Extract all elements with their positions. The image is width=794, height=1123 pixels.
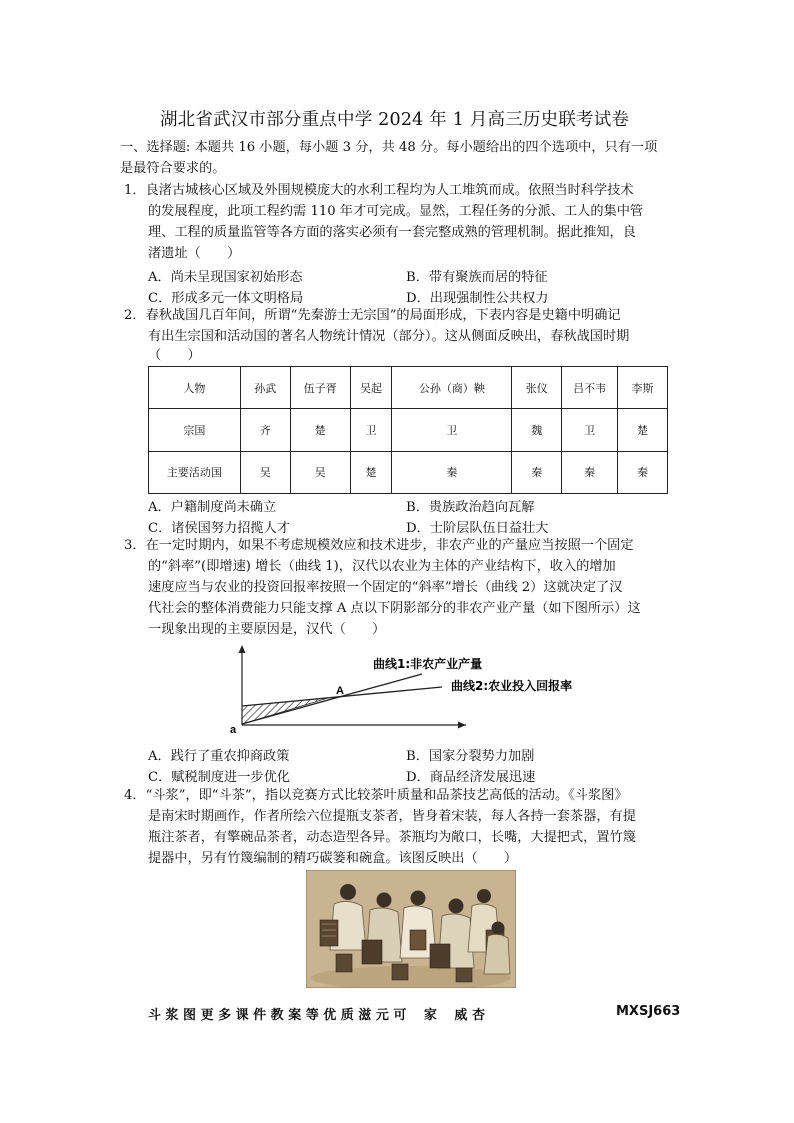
table-header-cell: 公孙（商）鞅 — [392, 367, 512, 409]
q2-option-c: C．诸侯国努力招揽人才 — [148, 521, 290, 536]
table-header-cell: 伍子胥 — [290, 367, 350, 409]
table-header-cell: 吕不韦 — [562, 367, 618, 409]
table-header-cell: 孙武 — [240, 367, 290, 409]
curve-1-label: 曲线1:非农产业产量 — [373, 657, 483, 671]
table-cell: 秦 — [512, 451, 562, 493]
q3-stem-line-4: 代社会的整体消费能力只能支撑 A 点以下阴影部分的非农产业产量（如下图所示）这 — [148, 601, 641, 616]
footer-caption: 斗 浆 图 更 多 课 件 教 案 等 优 质 滋 元 可 家 威 杏 — [148, 1008, 485, 1023]
q1-option-c: C．形成多元一体文明格局 — [148, 291, 304, 306]
q3-stem-line-5: 一现象出现的主要原因是，汉代（ ） — [148, 622, 386, 637]
table-cell: 卫 — [350, 409, 392, 451]
table-cell: 楚 — [618, 409, 668, 451]
q2-stem-line-2: 有出生宗国和活动国的著名人物统计情况（部分）。这从侧面反映出，春秋战国时期 — [148, 329, 630, 344]
curve-diagram — [228, 640, 648, 740]
table-cell: 齐 — [240, 409, 290, 451]
q1-stem-line-4: 渚遗址（ ） — [148, 246, 241, 261]
q4-stem-line-1: 4．“斗浆”，即“斗茶”，指以竞赛方式比较茶叶质量和品茶技艺高低的活动。《斗浆图》 — [124, 788, 628, 803]
q3-option-c: C．赋税制度进一步优化 — [148, 770, 290, 785]
table-header-row — [149, 367, 668, 409]
table-cell: 楚 — [350, 451, 392, 493]
table-header-cell: 人物 — [149, 367, 241, 409]
table-cell: 楚 — [290, 409, 350, 451]
table-cell: 秦 — [392, 451, 512, 493]
table-cell: 卫 — [562, 409, 618, 451]
page-title: 湖北省武汉市部分重点中学 2024 年 1 月高三历史联考试卷 — [160, 110, 630, 130]
curve-2-label: 曲线2:农业投入回报率 — [451, 679, 573, 693]
table-cell: 主要活动国 — [149, 451, 241, 493]
point-a-label: A — [336, 685, 344, 697]
q1-option-d: D．出现强制性公共权力 — [406, 291, 549, 306]
q1-option-a: A．尚未呈现国家初始形态 — [148, 270, 303, 285]
q2-stem-line-3: （ ） — [148, 348, 201, 363]
y-axis-arrow — [239, 645, 246, 653]
table-header-cell: 吴起 — [350, 367, 392, 409]
q1-stem-line-2: 的发展程度，此项工程约需 110 年才可完成。显然，工程任务的分派、工人的集中管 — [148, 204, 644, 219]
table-cell: 秦 — [618, 451, 668, 493]
curve-1-line — [242, 674, 422, 724]
table-header-cell: 李斯 — [618, 367, 668, 409]
q2-option-a: A．户籍制度尚未确立 — [148, 500, 277, 515]
section-instruction-line-1: 一、选择题: 本题共 16 小题，每小题 3 分，共 48 分。每小题给出的四个选项中，只有一项 — [120, 140, 658, 155]
table-cell: 魏 — [512, 409, 562, 451]
q2-stem-line-1: 2．春秋战国几百年间，所谓“先秦游士无宗国”的局面形成，下表内容是史籍中明确记 — [124, 308, 621, 323]
q3-stem-line-2: 的“斜率”(即增速) 增长（曲线 1)，汉代以农业为主体的产业结构下，收入的增加 — [148, 559, 616, 574]
table-cell: 吴 — [240, 451, 290, 493]
table-cell: 宗国 — [149, 409, 241, 451]
figures-table — [148, 366, 668, 494]
q3-option-d: D．商品经济发展迅速 — [406, 770, 536, 785]
tea-competition-painting — [306, 870, 516, 988]
q3-stem-line-1: 3．在一定时期内，如果不考虑规模效应和技术进步，非农产业的产量应当按照一个固定 — [124, 538, 634, 553]
origin-label: a — [230, 724, 237, 736]
q1-stem-line-1: 1．良渚古城核心区域及外围规模庞大的水利工程均为人工堆筑而成。依照当时科学技术 — [124, 183, 634, 198]
q4-stem-line-4: 提器中，另有竹篾编制的精巧碳篓和碗盒。该图反映出（ ） — [148, 851, 518, 866]
q3-option-b: B．国家分裂势力加剧 — [406, 749, 535, 764]
q1-option-b: B．带有聚族而居的特征 — [406, 270, 548, 285]
footer-code: MXSJ663 — [616, 1004, 681, 1019]
table-header-cell: 张仪 — [512, 367, 562, 409]
q4-stem-line-3: 瓶注茶者，有擎碗品茶者，动态造型各异。茶瓶均为敞口，长嘴，大提把式，置竹篾 — [148, 830, 636, 845]
section-instruction-line-2: 是最符合要求的。 — [120, 161, 226, 176]
table-row — [149, 451, 668, 493]
table-row — [149, 409, 668, 451]
table-cell: 秦 — [562, 451, 618, 493]
q4-stem-line-2: 是南宋时期画作，作者所绘六位提瓶支茶者，皆身着宋装，每人各持一套茶器，有提 — [148, 809, 636, 824]
table-cell: 吴 — [290, 451, 350, 493]
q3-option-a: A．践行了重农抑商政策 — [148, 749, 290, 764]
q2-option-b: B．贵族政治趋向瓦解 — [406, 500, 535, 515]
q3-stem-line-3: 速度应当与农业的投资回报率按照一个固定的“斜率”增长（曲线 2）这就决定了汉 — [148, 580, 623, 595]
x-axis-arrow — [458, 722, 466, 729]
q2-option-d: D．士阶层队伍日益壮大 — [406, 521, 549, 536]
table-cell: 卫 — [392, 409, 512, 451]
q1-stem-line-3: 理、工程的质量监管等各方面的落实必须有一套完整成熟的管理机制。据此推知，良 — [148, 225, 636, 240]
